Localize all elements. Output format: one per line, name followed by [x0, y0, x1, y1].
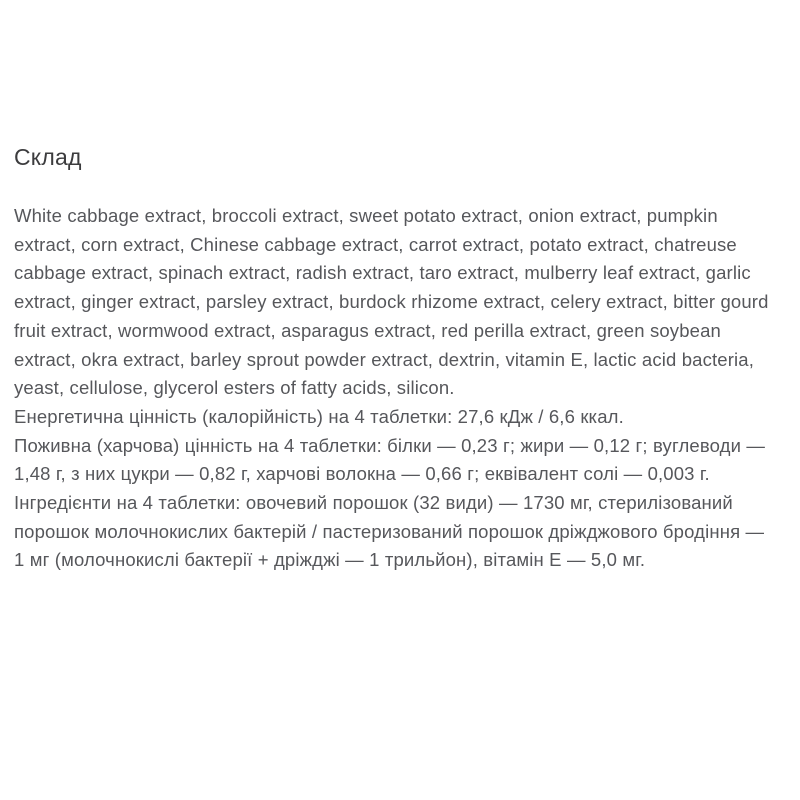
- energy-value-line: Енергетична цінність (калорійність) на 4 таблетки: 27,6 кДж / 6,6 ккал.: [14, 405, 624, 427]
- ingredients-list-paragraph: White cabbage extract, broccoli extract, sweet potato extract, onion extract, pumpkin extract, corn extract, Chinese cabbage extract, carrot extract, potato extract, chatreuse cabbage extract, spinach extract, radish extract, taro extract, mulberry leaf extract, garlic extract, ginger extract, parsley extract, burdock rhizome extract, celery extract, bitter gourd fruit extract, wormwood extract, asparagus extract, red perilla extract, green soybean extract, okra extract, barley sprout powder extract, dextrin, vitamin E, lactic acid bacteria, yeast, cellulose, glycerol esters of fatty acids, silicon.: [14, 205, 769, 399]
- ingredients-per-tablets-paragraph: Інгредієнти на 4 таблетки: овочевий порошок (32 види) — 1730 мг, стерилізований порошок молочнокислих бактерій / пастеризований порошок дріжджового бродіння — 1 мг (молочнокислі бактерії + дріжджі — 1 трильйон), вітамін Е — 5,0 мг.: [14, 492, 765, 571]
- nutrition-value-paragraph: Поживна (харчова) цінність на 4 таблетки: білки — 0,23 г; жири — 0,12 г; вуглеводи — 1,48 г, з них цукри — 0,82 г, харчові волокна — 0,66 г; еквівалент солі — 0,003 г.: [14, 434, 766, 485]
- composition-text-block: [14, 202, 776, 575]
- composition-heading: Склад: [14, 144, 82, 170]
